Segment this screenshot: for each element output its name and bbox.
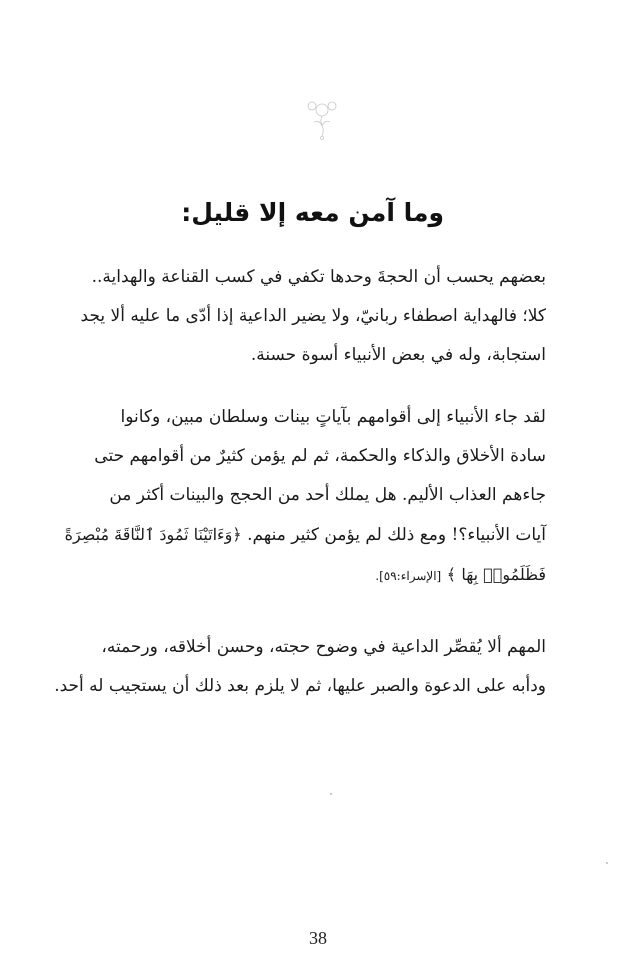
verse-close-brace: ﴾ <box>446 565 457 584</box>
paragraph-3 <box>54 628 546 706</box>
section-heading: وما آمن معه إلا قليل: <box>181 198 444 227</box>
quran-verse-part2: فَظَلَمُوا۟ بِهَا <box>461 565 546 584</box>
paragraph-line: سادة الأخلاق والذكاء والحكمة، ثم لم يؤمن كثيرٌ من أقوامهم حتى <box>94 446 546 466</box>
paragraph-line: جاءهم العذاب الأليم. هل يملك أحد من الحجج والبينات أكثر من <box>109 485 546 505</box>
page-number: 38 <box>309 928 327 948</box>
paragraph-line: لقد جاء الأنبياء إلى أقوامهم بآياتٍ بينات وسلطان مبين، وكانوا <box>120 407 546 427</box>
paragraph-line <box>90 555 546 596</box>
paragraph-1 <box>80 258 546 375</box>
paragraph-text: آيات الأنبياء؟! ومع ذلك لم يؤمن كثير منهم. <box>247 525 546 545</box>
verse-reference: [الإسراء:٥٩]. <box>375 569 442 583</box>
paragraph-line: المهم ألا يُقصِّر الداعية في وضوح حجته، وحسن أخلاقه، ورحمته، <box>101 637 546 657</box>
paragraph-line: كلا؛ فالهداية اصطفاء ربانيّ، ولا يضير الداعية إذا أدّى ما عليه ألا يجد <box>80 306 546 326</box>
scan-speck <box>606 862 608 864</box>
scan-speck <box>330 793 332 795</box>
paragraph-line: بعضهم يحسب أن الحجةَ وحدها تكفي في كسب القناعة والهداية.. <box>91 267 546 287</box>
paragraph-2 <box>64 398 546 596</box>
paragraph-line <box>64 515 546 555</box>
paragraph-line: ودأبه على الدعوة والصبر عليها، ثم لا يلزم بعد ذلك أن يستجيب له أحد. <box>54 676 546 696</box>
quran-verse-part1: وَءَاتَيْنَا ثَمُودَ ٱلنَّاقَةَ مُبْصِرَةً <box>64 525 233 544</box>
verse-open-brace: ﴿ <box>232 525 242 544</box>
floral-ornament-icon <box>292 92 352 142</box>
paragraph-line: استجابة، وله في بعض الأنبياء أسوة حسنة. <box>250 345 546 365</box>
